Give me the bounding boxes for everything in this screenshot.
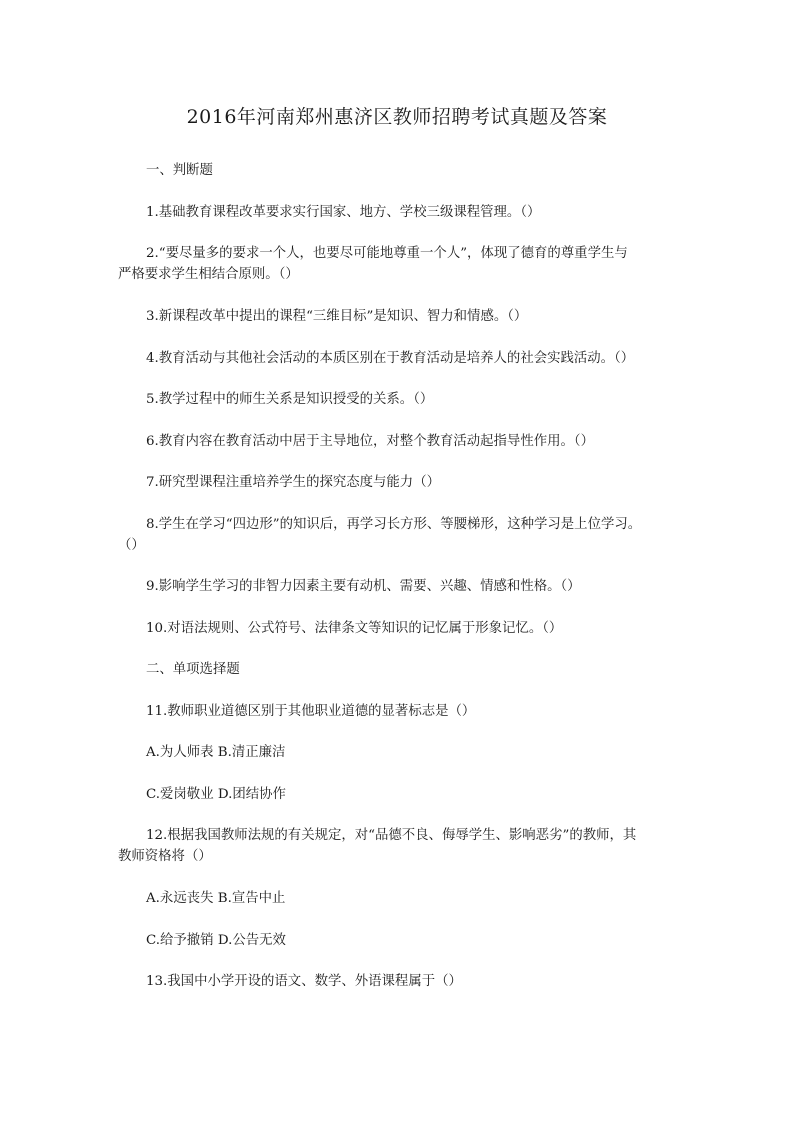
question-6: 6.教育内容在教育活动中居于主导地位，对整个教育活动起指导性作用。（） [146, 434, 594, 449]
question-12-options-cd: C.给予撤销 D.公告无效 [146, 933, 286, 948]
question-9: 9.影响学生学习的非智力因素主要有动机、需要、兴趣、情感和性格。（） [146, 579, 581, 594]
question-12-options-ab: A.永远丧失 B.宣告中止 [146, 891, 286, 906]
question-2-line-2: 严格要求学生相结合原则。（） [118, 267, 299, 282]
question-2 [118, 243, 678, 285]
question-8-line-1: 8.学生在学习“四边形”的知识后，再学习长方形、等腰梯形，这种学习是上位学习。 [146, 517, 642, 532]
question-4: 4.教育活动与其他社会活动的本质区别在于教育活动是培养人的社会实践活动。（） [146, 351, 635, 366]
question-3: 3.新课程改革中提出的课程“三维目标”是知识、智力和情感。（） [146, 309, 528, 324]
question-7: 7.研究型课程注重培养学生的探究态度与能力（） [146, 475, 440, 490]
question-12-line-2: 教师资格将（） [118, 849, 212, 864]
question-10: 10.对语法规则、公式符号、法律条文等知识的记忆属于形象记忆。（） [146, 621, 563, 636]
question-11-options-ab: A.为人师表 B.清正廉洁 [146, 745, 286, 760]
question-2-line-1: 2.“要尽量多的要求一个人，也要尽可能地尊重一个人”，体现了德育的尊重学生与 [146, 246, 628, 261]
question-8 [118, 514, 678, 556]
document-title: 2016年河南郑州惠济区教师招聘考试真题及答案 [186, 106, 608, 128]
section-heading-true-false: 一、判断题 [146, 163, 213, 178]
question-1: 1.基础教育课程改革要求实行国家、地方、学校三级课程管理。（） [146, 205, 541, 220]
section-heading-single-choice: 二、单项选择题 [146, 662, 240, 677]
question-8-line-2: （） [118, 538, 145, 553]
question-12 [118, 825, 678, 867]
question-13: 13.我国中小学开设的语文、数学、外语课程属于（） [146, 974, 462, 989]
question-12-line-1: 12.根据我国教师法规的有关规定，对“品德不良、侮辱学生、影响恶劣”的教师，其 [146, 828, 637, 843]
question-5: 5.教学过程中的师生关系是知识授受的关系。（） [146, 392, 434, 407]
question-11: 11.教师职业道德区别于其他职业道德的显著标志是（） [146, 704, 476, 719]
question-11-options-cd: C.爱岗敬业 D.团结协作 [146, 787, 286, 802]
